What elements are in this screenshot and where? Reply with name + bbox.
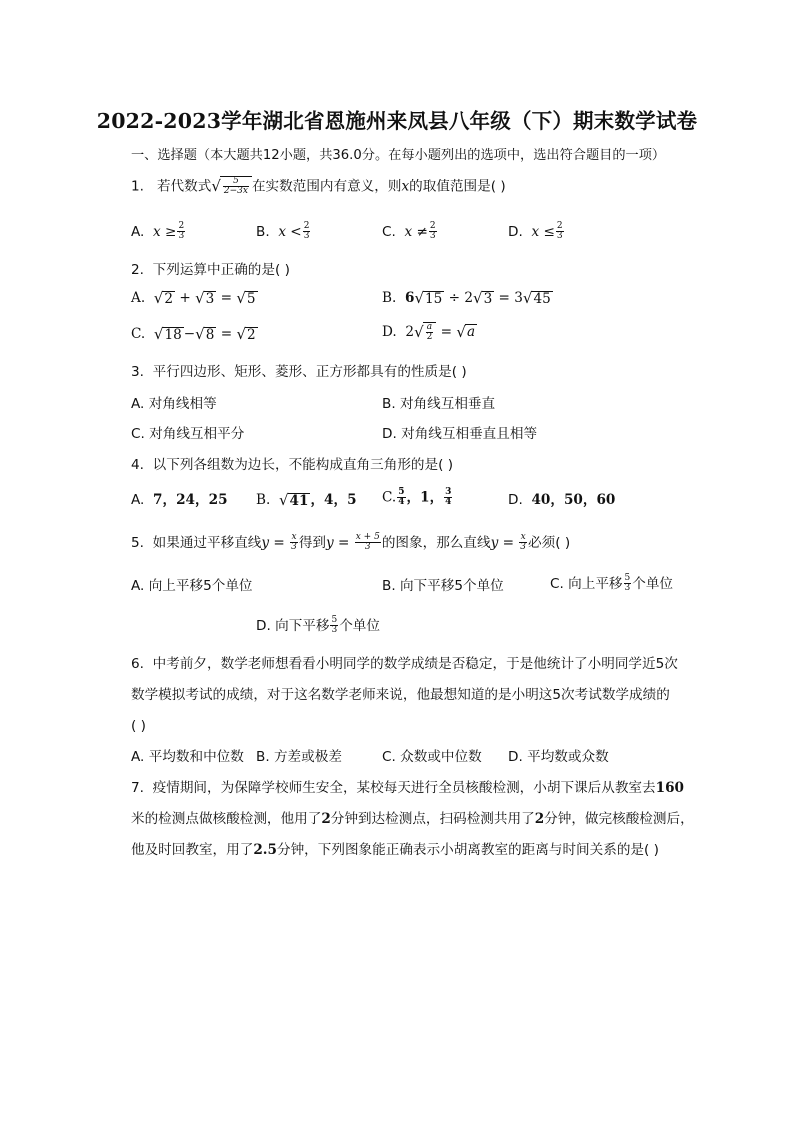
number: 2.5 bbox=[253, 842, 277, 858]
question-text: 得到 bbox=[298, 534, 327, 551]
radicand: 5 bbox=[246, 290, 256, 307]
option-letter: B. bbox=[256, 492, 271, 508]
question-text: 他及时回教室，用了 bbox=[131, 842, 254, 858]
fraction-numerator: 5 bbox=[233, 176, 239, 186]
option-5b: B. 向下平移5个单位 bbox=[382, 578, 504, 594]
radicand: 18 bbox=[164, 326, 182, 343]
option-letter: C. bbox=[131, 326, 146, 342]
question-2 bbox=[131, 262, 290, 278]
option-1a bbox=[131, 222, 186, 242]
operator: = 3 bbox=[494, 290, 523, 306]
fraction-denominator: 3 bbox=[331, 625, 338, 636]
sqrt-expression bbox=[211, 176, 252, 197]
option-3a: A. 对角线相等 bbox=[131, 396, 217, 412]
operator: − bbox=[183, 326, 196, 342]
question-text: 分钟，下列图象能正确表示小胡离教室的距离与时间关系的是( ) bbox=[277, 842, 659, 858]
option-1b bbox=[256, 222, 311, 242]
question-text: 必须( ) bbox=[528, 534, 571, 551]
option-2b: B. 6√15 ÷ 2√3 = 3√45 bbox=[382, 289, 551, 307]
question-text: 分钟到达检测点，扫码检测共用了 bbox=[330, 811, 535, 827]
fraction-numerator: 5 bbox=[398, 487, 405, 497]
question-number: 4. bbox=[131, 457, 144, 473]
operator: + bbox=[175, 290, 196, 306]
question-7-line-2 bbox=[131, 811, 694, 827]
option-values: ，4，5 bbox=[310, 492, 357, 508]
option-3c: C. 对角线互相平分 bbox=[131, 426, 245, 442]
option-6d: D. 平均数或众数 bbox=[508, 749, 609, 765]
question-6-line-3: ( ) bbox=[131, 718, 146, 734]
fraction-denominator: 4 bbox=[398, 497, 405, 508]
number: 160 bbox=[655, 780, 684, 796]
option-2c: C. √18 −√8 = √2 bbox=[131, 325, 256, 343]
fraction-denominator: 3 bbox=[291, 542, 297, 553]
question-text: 若代数式 bbox=[156, 178, 212, 195]
fraction-denominator: 4 bbox=[445, 497, 452, 508]
radicand: 41 bbox=[289, 492, 309, 509]
question-text: 米的检测点做核酸检测，他用了 bbox=[131, 811, 322, 827]
radicand: 45 bbox=[533, 290, 551, 307]
coefficient: 2 bbox=[405, 323, 415, 340]
question-number: 6. bbox=[131, 656, 144, 672]
option-letter: D. bbox=[382, 323, 397, 340]
question-3 bbox=[131, 364, 467, 380]
radicand: a bbox=[466, 324, 476, 341]
fraction-numerator: x bbox=[291, 532, 297, 542]
number: 2 bbox=[534, 811, 545, 827]
question-text: 中考前夕，数学老师想看看小明同学的数学成绩是否稳定，于是他统计了小明同学近5次 bbox=[152, 656, 678, 672]
option-2d: D. 2√ $\frac{a}{2}$ = √a bbox=[382, 322, 476, 343]
fraction-numerator: x + 5 bbox=[355, 532, 380, 542]
option-letter: B. bbox=[256, 223, 270, 240]
question-text: 平行四边形、矩形、菱形、正方形都具有的性质是( ) bbox=[152, 364, 467, 380]
fraction-denominator: 2 bbox=[426, 332, 433, 343]
fraction-numerator: a bbox=[426, 322, 433, 332]
radical-sign: √ bbox=[211, 176, 221, 195]
option-letter: A. bbox=[131, 492, 145, 508]
question-7-line-3 bbox=[131, 842, 659, 858]
option-4d bbox=[508, 492, 615, 508]
coefficient: 6 bbox=[404, 290, 415, 306]
option-4a bbox=[131, 492, 228, 508]
fraction-denominator: 2−3x bbox=[223, 186, 248, 197]
option-letter: A. bbox=[131, 223, 145, 240]
fraction-numerator: 5 bbox=[624, 573, 631, 583]
number: 2 bbox=[321, 811, 331, 827]
radicand: 3 bbox=[205, 290, 215, 307]
fraction-numerator: 5 bbox=[331, 615, 338, 625]
question-text: 分钟，做完核酸检测后， bbox=[544, 811, 694, 827]
option-expression: x ≥ bbox=[153, 223, 177, 240]
question-1 bbox=[131, 176, 506, 197]
option-text: C. 向上平移 bbox=[550, 575, 623, 592]
question-7 bbox=[131, 780, 684, 796]
question-text: 的取值范围是( ) bbox=[409, 178, 506, 195]
question-text: 的图象，那么直线 bbox=[381, 534, 491, 551]
option-letter: D. bbox=[508, 492, 523, 508]
option-letter: C. bbox=[382, 489, 397, 506]
option-values: 40，50，60 bbox=[531, 492, 616, 508]
option-2a: A. √2 + √3 = √5 bbox=[131, 289, 256, 307]
question-4 bbox=[131, 457, 453, 473]
equation-lhs: y = bbox=[261, 534, 290, 551]
option-5a: A. 向上平移5个单位 bbox=[131, 578, 253, 594]
option-values: ，1， bbox=[406, 489, 444, 506]
option-text: D. 向下平移 bbox=[256, 617, 330, 634]
option-6c: C. 众数或中位数 bbox=[382, 749, 482, 765]
option-5d bbox=[256, 616, 380, 636]
option-6a: A. 平均数和中位数 bbox=[131, 749, 244, 765]
fraction-numerator: 2 bbox=[429, 221, 436, 231]
fraction-denominator: 3 bbox=[556, 231, 563, 242]
option-values: 7，24，25 bbox=[153, 492, 228, 508]
option-expression: x ≠ bbox=[404, 223, 428, 240]
option-expression: x < bbox=[278, 223, 302, 240]
question-text: 在实数范围内有意义，则 bbox=[251, 178, 402, 195]
option-letter: D. bbox=[508, 223, 523, 240]
fraction-numerator: 2 bbox=[556, 221, 563, 231]
fraction-numerator: 3 bbox=[445, 487, 452, 497]
section-heading: 一、选择题（本大题共12小题，共36.0分。在每小题列出的选项中，选出符合题目的一项） bbox=[131, 148, 666, 163]
question-6 bbox=[131, 656, 678, 672]
option-letter: A. bbox=[131, 290, 146, 306]
radicand: 3 bbox=[483, 290, 493, 307]
option-letter: C. bbox=[382, 223, 396, 240]
option-1c bbox=[382, 222, 438, 242]
fraction-numerator: 2 bbox=[178, 221, 185, 231]
option-6b: B. 方差或极差 bbox=[256, 749, 342, 765]
question-text: 疫情期间，为保障学校师生安全，某校每天进行全员核酸检测，小胡下课后从教室去 bbox=[152, 780, 656, 796]
question-number: 1. bbox=[131, 178, 144, 195]
exam-title: 2022-2023学年湖北省恩施州来凤县八年级（下）期末数学试卷 bbox=[96, 109, 698, 133]
option-5c bbox=[550, 574, 673, 594]
operator: = bbox=[216, 290, 237, 306]
fraction-numerator: 2 bbox=[303, 221, 310, 231]
option-text: 个单位 bbox=[339, 617, 380, 634]
option-expression: x ≤ bbox=[531, 223, 555, 240]
question-text: 如果通过平移直线 bbox=[152, 534, 262, 551]
question-6-line-2: 数学模拟考试的成绩，对于这名数学老师来说，他最想知道的是小明这5次考试数学成绩的 bbox=[131, 687, 670, 703]
variable: x bbox=[401, 178, 410, 195]
radicand: 2 bbox=[247, 326, 256, 343]
fraction-denominator: 3 bbox=[624, 583, 631, 594]
question-number: 3. bbox=[131, 364, 144, 380]
equation-lhs: y = bbox=[490, 534, 519, 551]
fraction-denominator: 3 bbox=[178, 231, 185, 242]
radicand: 2 bbox=[164, 290, 174, 307]
operator: = bbox=[216, 326, 237, 342]
operator: = bbox=[436, 323, 457, 340]
question-text: 以下列各组数为边长，不能构成直角三角形的是( ) bbox=[152, 457, 454, 473]
question-number: 2. bbox=[131, 262, 144, 278]
radicand: 8 bbox=[205, 326, 215, 343]
option-1d bbox=[508, 222, 565, 242]
fraction-denominator: 3 bbox=[355, 542, 381, 552]
option-3b: B. 对角线互相垂直 bbox=[382, 396, 496, 412]
option-letter: B. bbox=[382, 290, 397, 306]
question-number: 7. bbox=[131, 780, 144, 796]
option-text: 个单位 bbox=[632, 575, 674, 592]
question-number: 5. bbox=[131, 534, 144, 551]
question-text: 下列运算中正确的是( ) bbox=[152, 262, 290, 278]
option-4c bbox=[382, 488, 453, 508]
radicand: 15 bbox=[425, 290, 443, 307]
operator: ÷ 2 bbox=[444, 290, 473, 306]
option-3d: D. 对角线互相垂直且相等 bbox=[382, 426, 538, 442]
fraction-numerator: x bbox=[520, 532, 526, 542]
fraction-denominator: 3 bbox=[303, 231, 310, 242]
fraction-denominator: 3 bbox=[520, 542, 527, 553]
question-5 bbox=[131, 533, 570, 553]
equation-lhs: y = bbox=[326, 534, 354, 551]
fraction-denominator: 3 bbox=[429, 231, 436, 242]
option-4b: B. √41 ，4，5 bbox=[256, 491, 357, 509]
